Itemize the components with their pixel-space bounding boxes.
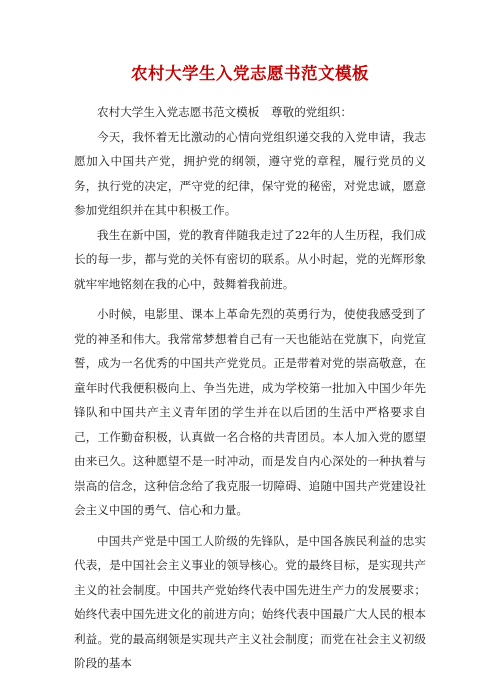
document-body xyxy=(74,100,426,682)
body-paragraph: 我生在新中国，党的教育伴随我走过了22年的人生历程，我们成长的每一步，都与党的关怀有密切的联系。从小时起，党的光辉形象就牢牢地铭刻在我的心中，鼓舞着我前进。 xyxy=(74,227,426,291)
body-paragraph: 小时候，电影里、课本上革命先烈的英勇行为，使使我感受到了党的神圣和伟大。我常常梦想着自己有一天也能站在党旗下，向党宣誓，成为一名优秀的中国共产党党员。正是带着对党的崇高敬意，在童年时代我便积极向上、争当先进，成为学校第一批加入中国少年先锋队和中国共产主义青年团的学生并在以后团的生活中严格要求自己，工作勤奋积极，认真做一名合格的共青团员。本人加入党的愿望由来已久。这种愿望不是一时冲动，而是发自内心深处的一种执着与崇高的信念，这种信念给了我克服一切障碍、追随中国共产党建设社会主义中国的勇气、信心和力量。 xyxy=(74,307,426,517)
salutation-line: 农村大学生入党志愿书范文模板 尊敬的党组织： xyxy=(97,105,353,119)
body-paragraph: 今天，我怀着无比激动的心情向党组织递交我的入党申请，我志愿加入中国共产党，拥护党的纲领，遵守党的章程，履行党员的义务，执行党的决定，严守党的纪律，保守党的秘密，对党忠诚，愿意参加党组织并在其中积极工作。 xyxy=(74,129,426,217)
body-paragraph: 中国共产党是中国工人阶级的先锋队，是中国各族民利益的忠实代表，是中国社会主义事业的领导核心。党的最终目标，是实现共产主义的社会制度。中国共产党始终代表中国先进生产力的发展要求；始终代表中国先进文化的前进方向；始终代表中国最广大人民的根本利益。党的最高纲领是实现共产主义社会制度；而党在社会主义初级阶段的基本 xyxy=(74,533,426,670)
document-title: 农村大学生入党志愿书范文模板 xyxy=(131,64,369,83)
